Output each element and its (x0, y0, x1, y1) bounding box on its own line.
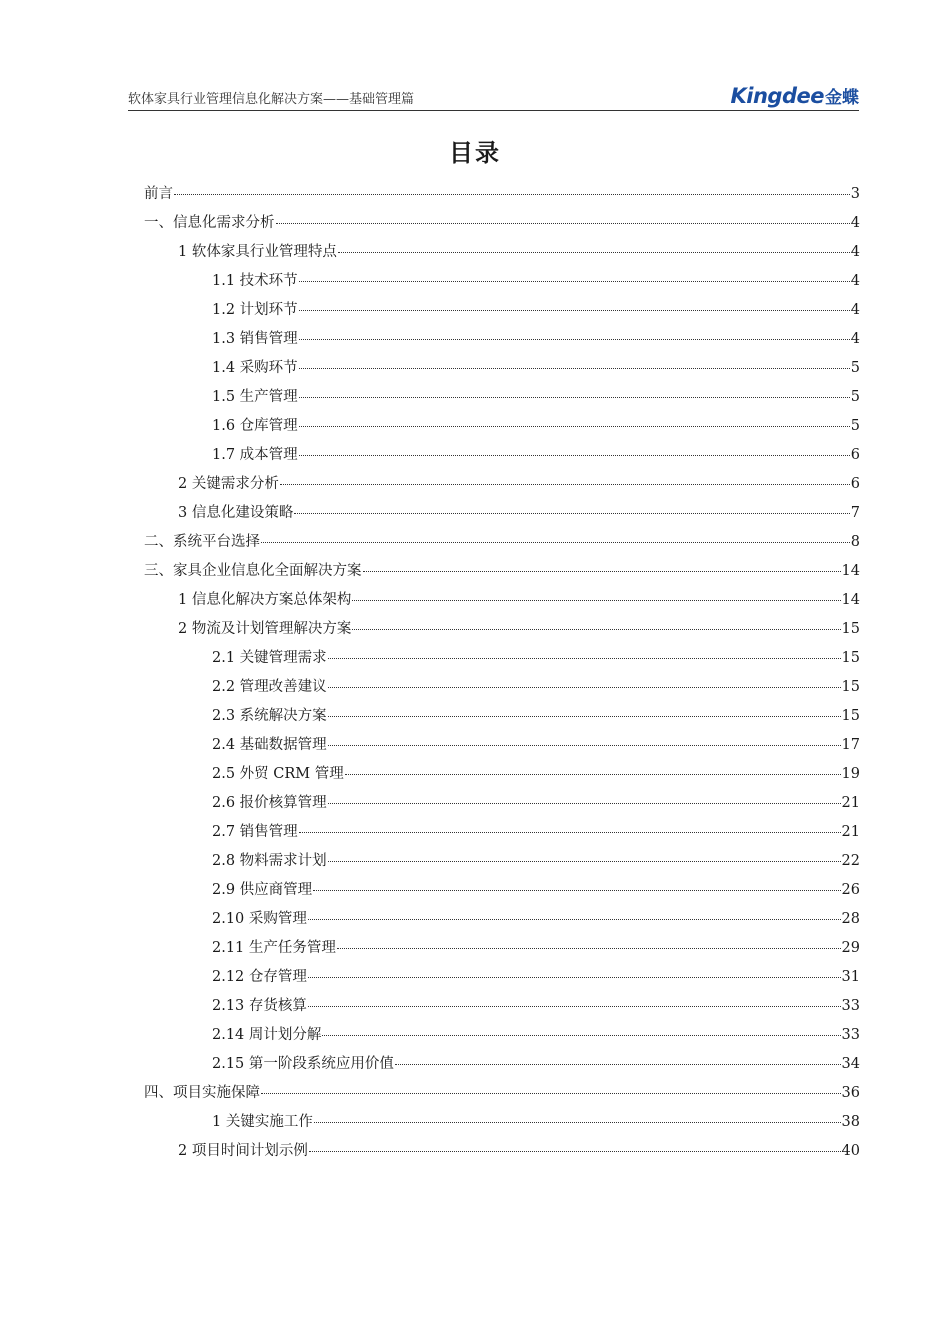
toc-entry[interactable] (144, 383, 860, 412)
toc-entry-page-number: 40 (841, 1143, 860, 1159)
toc-entry-label: 2.7 销售管理 (212, 824, 298, 840)
toc-dot-leader (299, 367, 850, 369)
toc-dot-leader (314, 1121, 841, 1123)
toc-entry-label: 2 项目时间计划示例 (178, 1143, 308, 1159)
toc-entry-page-number: 29 (841, 940, 860, 956)
toc-entry[interactable] (144, 267, 860, 296)
toc-entry-page-number: 8 (850, 534, 860, 550)
toc-dot-leader (299, 454, 850, 456)
table-of-contents (144, 180, 860, 1166)
toc-entry[interactable] (144, 180, 860, 209)
toc-dot-leader (338, 251, 850, 253)
logo-cjk-text: 金蝶 (825, 88, 859, 108)
toc-entry-label: 2.15 第一阶段系统应用价值 (212, 1056, 394, 1072)
toc-entry[interactable] (144, 1050, 860, 1079)
toc-dot-leader (299, 831, 841, 833)
toc-entry[interactable] (144, 441, 860, 470)
toc-entry-page-number: 6 (850, 447, 860, 463)
toc-dot-leader (322, 1034, 840, 1036)
toc-entry-label: 1.2 计划环节 (212, 302, 298, 318)
toc-dot-leader (395, 1063, 841, 1065)
toc-entry-label: 3 信息化建设策略 (178, 505, 294, 521)
toc-entry-label: 2.14 周计划分解 (212, 1027, 322, 1043)
toc-entry[interactable] (144, 296, 860, 325)
toc-dot-leader (352, 628, 840, 630)
toc-dot-leader (299, 425, 850, 427)
toc-dot-leader (328, 744, 841, 746)
toc-entry[interactable] (144, 1108, 860, 1137)
toc-entry[interactable] (144, 1137, 860, 1166)
toc-entry-label: 2.2 管理改善建议 (212, 679, 327, 695)
toc-entry-label: 1.7 成本管理 (212, 447, 298, 463)
toc-entry-page-number: 4 (850, 331, 860, 347)
toc-entry-label: 2.1 关键管理需求 (212, 650, 327, 666)
header-title: 软体家具行业管理信息化解决方案——基础管理篇 (128, 92, 415, 107)
toc-dot-leader (299, 338, 850, 340)
toc-entry-page-number: 6 (850, 476, 860, 492)
toc-entry-page-number: 21 (841, 824, 860, 840)
toc-entry[interactable] (144, 557, 860, 586)
toc-entry-page-number: 15 (841, 650, 860, 666)
toc-entry[interactable] (144, 325, 860, 354)
toc-dot-leader (328, 657, 841, 659)
toc-entry-label: 三、家具企业信息化全面解决方案 (144, 563, 362, 579)
toc-entry-page-number: 4 (850, 215, 860, 231)
toc-entry-label: 前言 (144, 186, 173, 202)
toc-entry[interactable] (144, 238, 860, 267)
toc-entry[interactable] (144, 1021, 860, 1050)
toc-dot-leader (328, 715, 841, 717)
toc-entry-page-number: 38 (841, 1114, 860, 1130)
toc-entry-page-number: 5 (850, 389, 860, 405)
toc-entry-page-number: 7 (850, 505, 860, 521)
toc-dot-leader (308, 976, 841, 978)
toc-entry-label: 1.3 销售管理 (212, 331, 298, 347)
toc-dot-leader (309, 1150, 841, 1152)
page-header (128, 82, 859, 111)
toc-entry[interactable] (144, 789, 860, 818)
toc-entry[interactable] (144, 760, 860, 789)
toc-entry[interactable] (144, 876, 860, 905)
toc-entry-label: 2 物流及计划管理解决方案 (178, 621, 352, 637)
toc-entry[interactable] (144, 499, 860, 528)
toc-entry-page-number: 33 (841, 998, 860, 1014)
toc-entry-page-number: 17 (841, 737, 860, 753)
toc-title: 目录 (449, 139, 501, 167)
toc-entry-page-number: 34 (841, 1056, 860, 1072)
toc-entry-page-number: 4 (850, 273, 860, 289)
toc-dot-leader (174, 193, 850, 195)
toc-entry-page-number: 15 (841, 621, 860, 637)
toc-entry-page-number: 19 (841, 766, 860, 782)
toc-entry-page-number: 4 (850, 244, 860, 260)
toc-entry-label: 2.13 存货核算 (212, 998, 307, 1014)
toc-dot-leader (328, 686, 841, 688)
toc-entry-label: 1 软体家具行业管理特点 (178, 244, 337, 260)
toc-entry-label: 1 信息化解决方案总体架构 (178, 592, 352, 608)
toc-entry-page-number: 15 (841, 708, 860, 724)
toc-dot-leader (328, 860, 841, 862)
toc-entry[interactable] (144, 702, 860, 731)
toc-entry-label: 2.10 采购管理 (212, 911, 307, 927)
toc-entry[interactable] (144, 412, 860, 441)
toc-entry-page-number: 31 (841, 969, 860, 985)
toc-entry-label: 1.1 技术环节 (212, 273, 298, 289)
toc-entry[interactable] (144, 818, 860, 847)
toc-entry-page-number: 26 (841, 882, 860, 898)
toc-entry-label: 2.9 供应商管理 (212, 882, 313, 898)
toc-entry-page-number: 3 (850, 186, 860, 202)
toc-entry[interactable] (144, 586, 860, 615)
toc-entry[interactable] (144, 905, 860, 934)
toc-entry-page-number: 28 (841, 911, 860, 927)
logo-latin-text: Kingdee (730, 84, 824, 108)
toc-dot-leader (261, 1092, 841, 1094)
kingdee-logo (731, 83, 859, 108)
toc-entry-label: 2.4 基础数据管理 (212, 737, 327, 753)
toc-entry-label: 2.6 报价核算管理 (212, 795, 327, 811)
toc-entry-label: 2.11 生产任务管理 (212, 940, 336, 956)
toc-entry[interactable] (144, 354, 860, 383)
toc-entry-page-number: 5 (850, 360, 860, 376)
toc-entry-label: 二、系统平台选择 (144, 534, 260, 550)
toc-entry-page-number: 5 (850, 418, 860, 434)
toc-entry-label: 2 关键需求分析 (178, 476, 279, 492)
toc-entry[interactable] (144, 731, 860, 760)
toc-entry-label: 2.12 仓存管理 (212, 969, 307, 985)
toc-entry-page-number: 33 (841, 1027, 860, 1043)
toc-entry-page-number: 15 (841, 679, 860, 695)
toc-entry[interactable] (144, 992, 860, 1021)
toc-dot-leader (308, 918, 841, 920)
toc-entry-label: 1.4 采购环节 (212, 360, 298, 376)
toc-dot-leader (280, 483, 850, 485)
toc-entry[interactable] (144, 673, 860, 702)
toc-dot-leader (276, 222, 850, 224)
toc-entry-page-number: 4 (850, 302, 860, 318)
toc-entry[interactable] (144, 934, 860, 963)
toc-entry[interactable] (144, 209, 860, 238)
toc-dot-leader (308, 1005, 841, 1007)
toc-dot-leader (299, 309, 850, 311)
toc-dot-leader (299, 280, 850, 282)
toc-dot-leader (294, 512, 849, 514)
toc-entry[interactable] (144, 615, 860, 644)
toc-entry[interactable] (144, 470, 860, 499)
toc-dot-leader (363, 570, 841, 572)
toc-entry-page-number: 22 (841, 853, 860, 869)
toc-entry[interactable] (144, 528, 860, 557)
toc-dot-leader (261, 541, 850, 543)
toc-entry[interactable] (144, 963, 860, 992)
toc-entry-page-number: 14 (841, 563, 860, 579)
toc-entry[interactable] (144, 847, 860, 876)
toc-entry-label: 2.5 外贸 CRM 管理 (212, 766, 344, 782)
toc-entry-page-number: 36 (841, 1085, 860, 1101)
toc-dot-leader (337, 947, 841, 949)
toc-dot-leader (345, 773, 841, 775)
toc-dot-leader (352, 599, 840, 601)
toc-dot-leader (328, 802, 841, 804)
toc-entry-page-number: 21 (841, 795, 860, 811)
toc-entry-label: 1.6 仓库管理 (212, 418, 298, 434)
toc-dot-leader (299, 396, 850, 398)
toc-dot-leader (313, 889, 840, 891)
toc-entry-label: 1 关键实施工作 (212, 1114, 313, 1130)
toc-entry-label: 四、项目实施保障 (144, 1085, 260, 1101)
toc-entry-label: 1.5 生产管理 (212, 389, 298, 405)
toc-entry[interactable] (144, 644, 860, 673)
toc-entry-label: 2.8 物料需求计划 (212, 853, 327, 869)
toc-entry-page-number: 14 (841, 592, 860, 608)
toc-entry[interactable] (144, 1079, 860, 1108)
toc-entry-label: 2.3 系统解决方案 (212, 708, 327, 724)
toc-entry-label: 一、信息化需求分析 (144, 215, 275, 231)
